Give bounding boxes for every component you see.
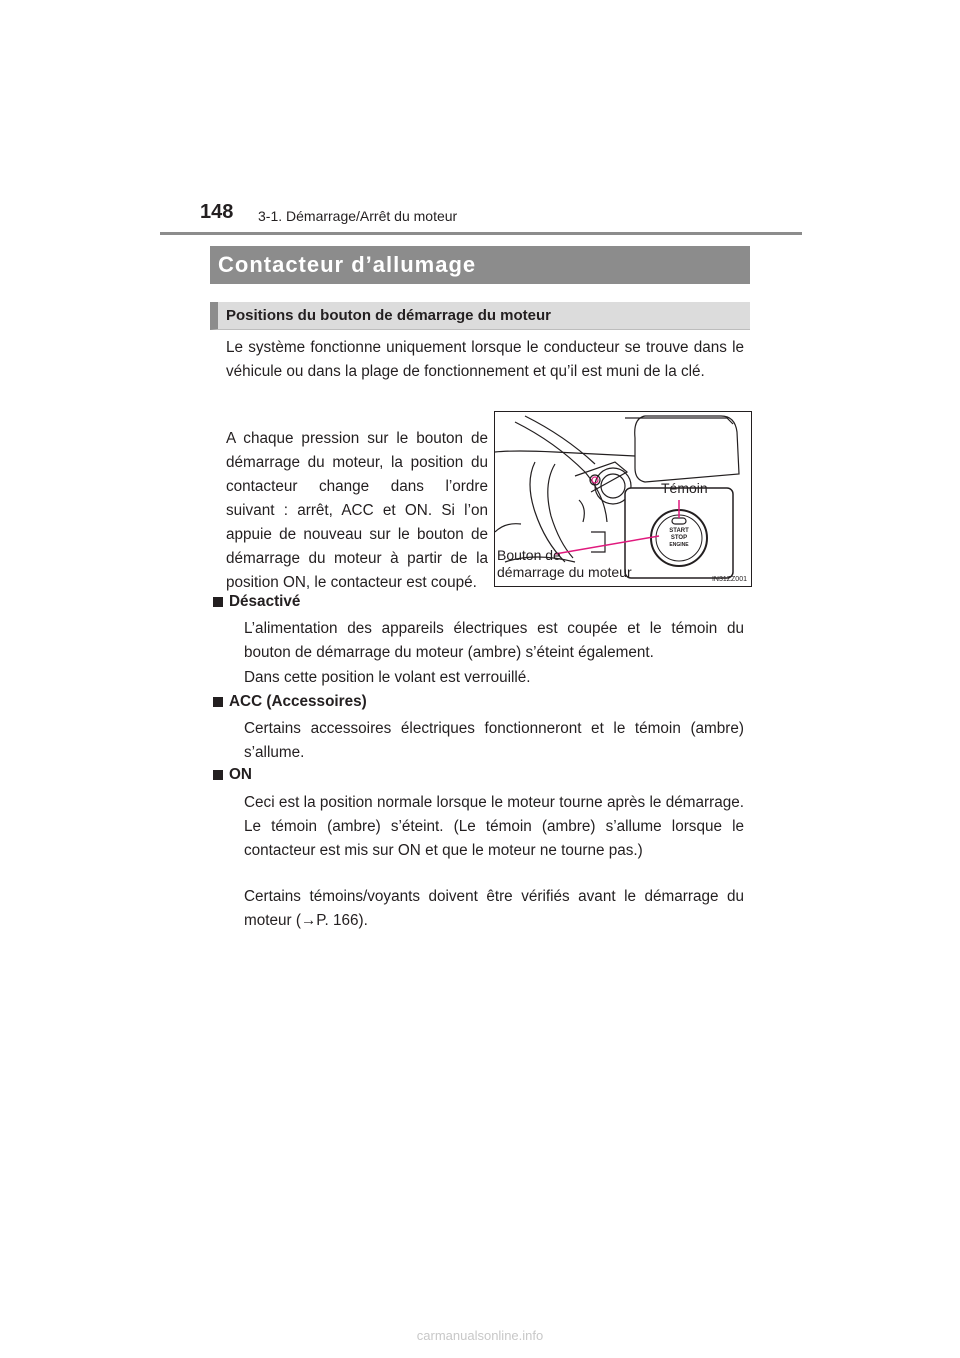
item-desactive-heading (213, 593, 300, 611)
temoin-label: Témoin (661, 480, 708, 496)
square-bullet-icon (213, 597, 223, 607)
item-acc-body: Certains accessoires électriques fonctionneront et le témoin (ambre) s’allume. (244, 720, 744, 761)
item-desactive-extra: Dans cette position le volant est verrouillé. (244, 669, 531, 686)
intro-paragraph: Le système fonctionne uniquement lorsque le conducteur se trouve dans le véhicule ou dans la plage de fonctionnement et qu’il est muni de la clé. (226, 339, 744, 380)
item-desactive-body: L’alimentation des appareils électriques est coupée et le témoin du bouton de démarrage du moteur (ambre) s’éteint également. (244, 620, 744, 661)
section-subtitle-bar (210, 302, 750, 330)
dashboard-figure (494, 411, 752, 587)
item-on-extra: Certains témoins/voyants doivent être vérifiés avant le démarrage du moteur (→P. 166). (244, 888, 744, 929)
button-text-stop: STOP (670, 535, 688, 541)
page-number: 148 (200, 201, 234, 223)
section-title-bar (210, 246, 750, 284)
item-acc-title: ACC (Accessoires) (229, 693, 367, 710)
item-on-title: ON (229, 766, 252, 783)
item-on-heading (213, 766, 252, 784)
section-title: Contacteur d’allumage (218, 252, 477, 277)
figure-code: IN31ZZ001 (711, 576, 747, 583)
button-text-start: START (669, 528, 689, 534)
bouton-label (497, 547, 632, 581)
item-acc-heading (213, 693, 367, 711)
chapter-heading: 3-1. Démarrage/Arrêt du moteur (258, 208, 458, 224)
square-bullet-icon (213, 770, 223, 780)
header-rule (160, 232, 802, 235)
bouton-label-line1: Bouton de (497, 547, 561, 563)
item-on-body: Ceci est la position normale lorsque le moteur tourne après le démarrage. Le témoin (ambre) s’éteint. (Le témoin (ambre) s’allume lorsque le contacteur est mis sur ON et que le moteur ne tourne pas.) (244, 794, 744, 859)
item-desactive-title: Désactivé (229, 593, 301, 610)
bouton-label-line2: démarrage du moteur (497, 564, 632, 580)
watermark: carmanualsonline.info (416, 1328, 544, 1343)
square-bullet-icon (213, 697, 223, 707)
button-text-engine: ENGINE (669, 542, 689, 548)
section-subtitle: Positions du bouton de démarrage du moteur (226, 307, 552, 324)
position-sequence-paragraph: A chaque pression sur le bouton de démarrage du moteur, la position du contacteur change dans l’ordre suivant : arrêt, ACC et ON. Si l’on appuie de nouveau sur le bouton de démarrage du moteur à partir de la position ON, le contacteur est coupé. (226, 430, 488, 591)
